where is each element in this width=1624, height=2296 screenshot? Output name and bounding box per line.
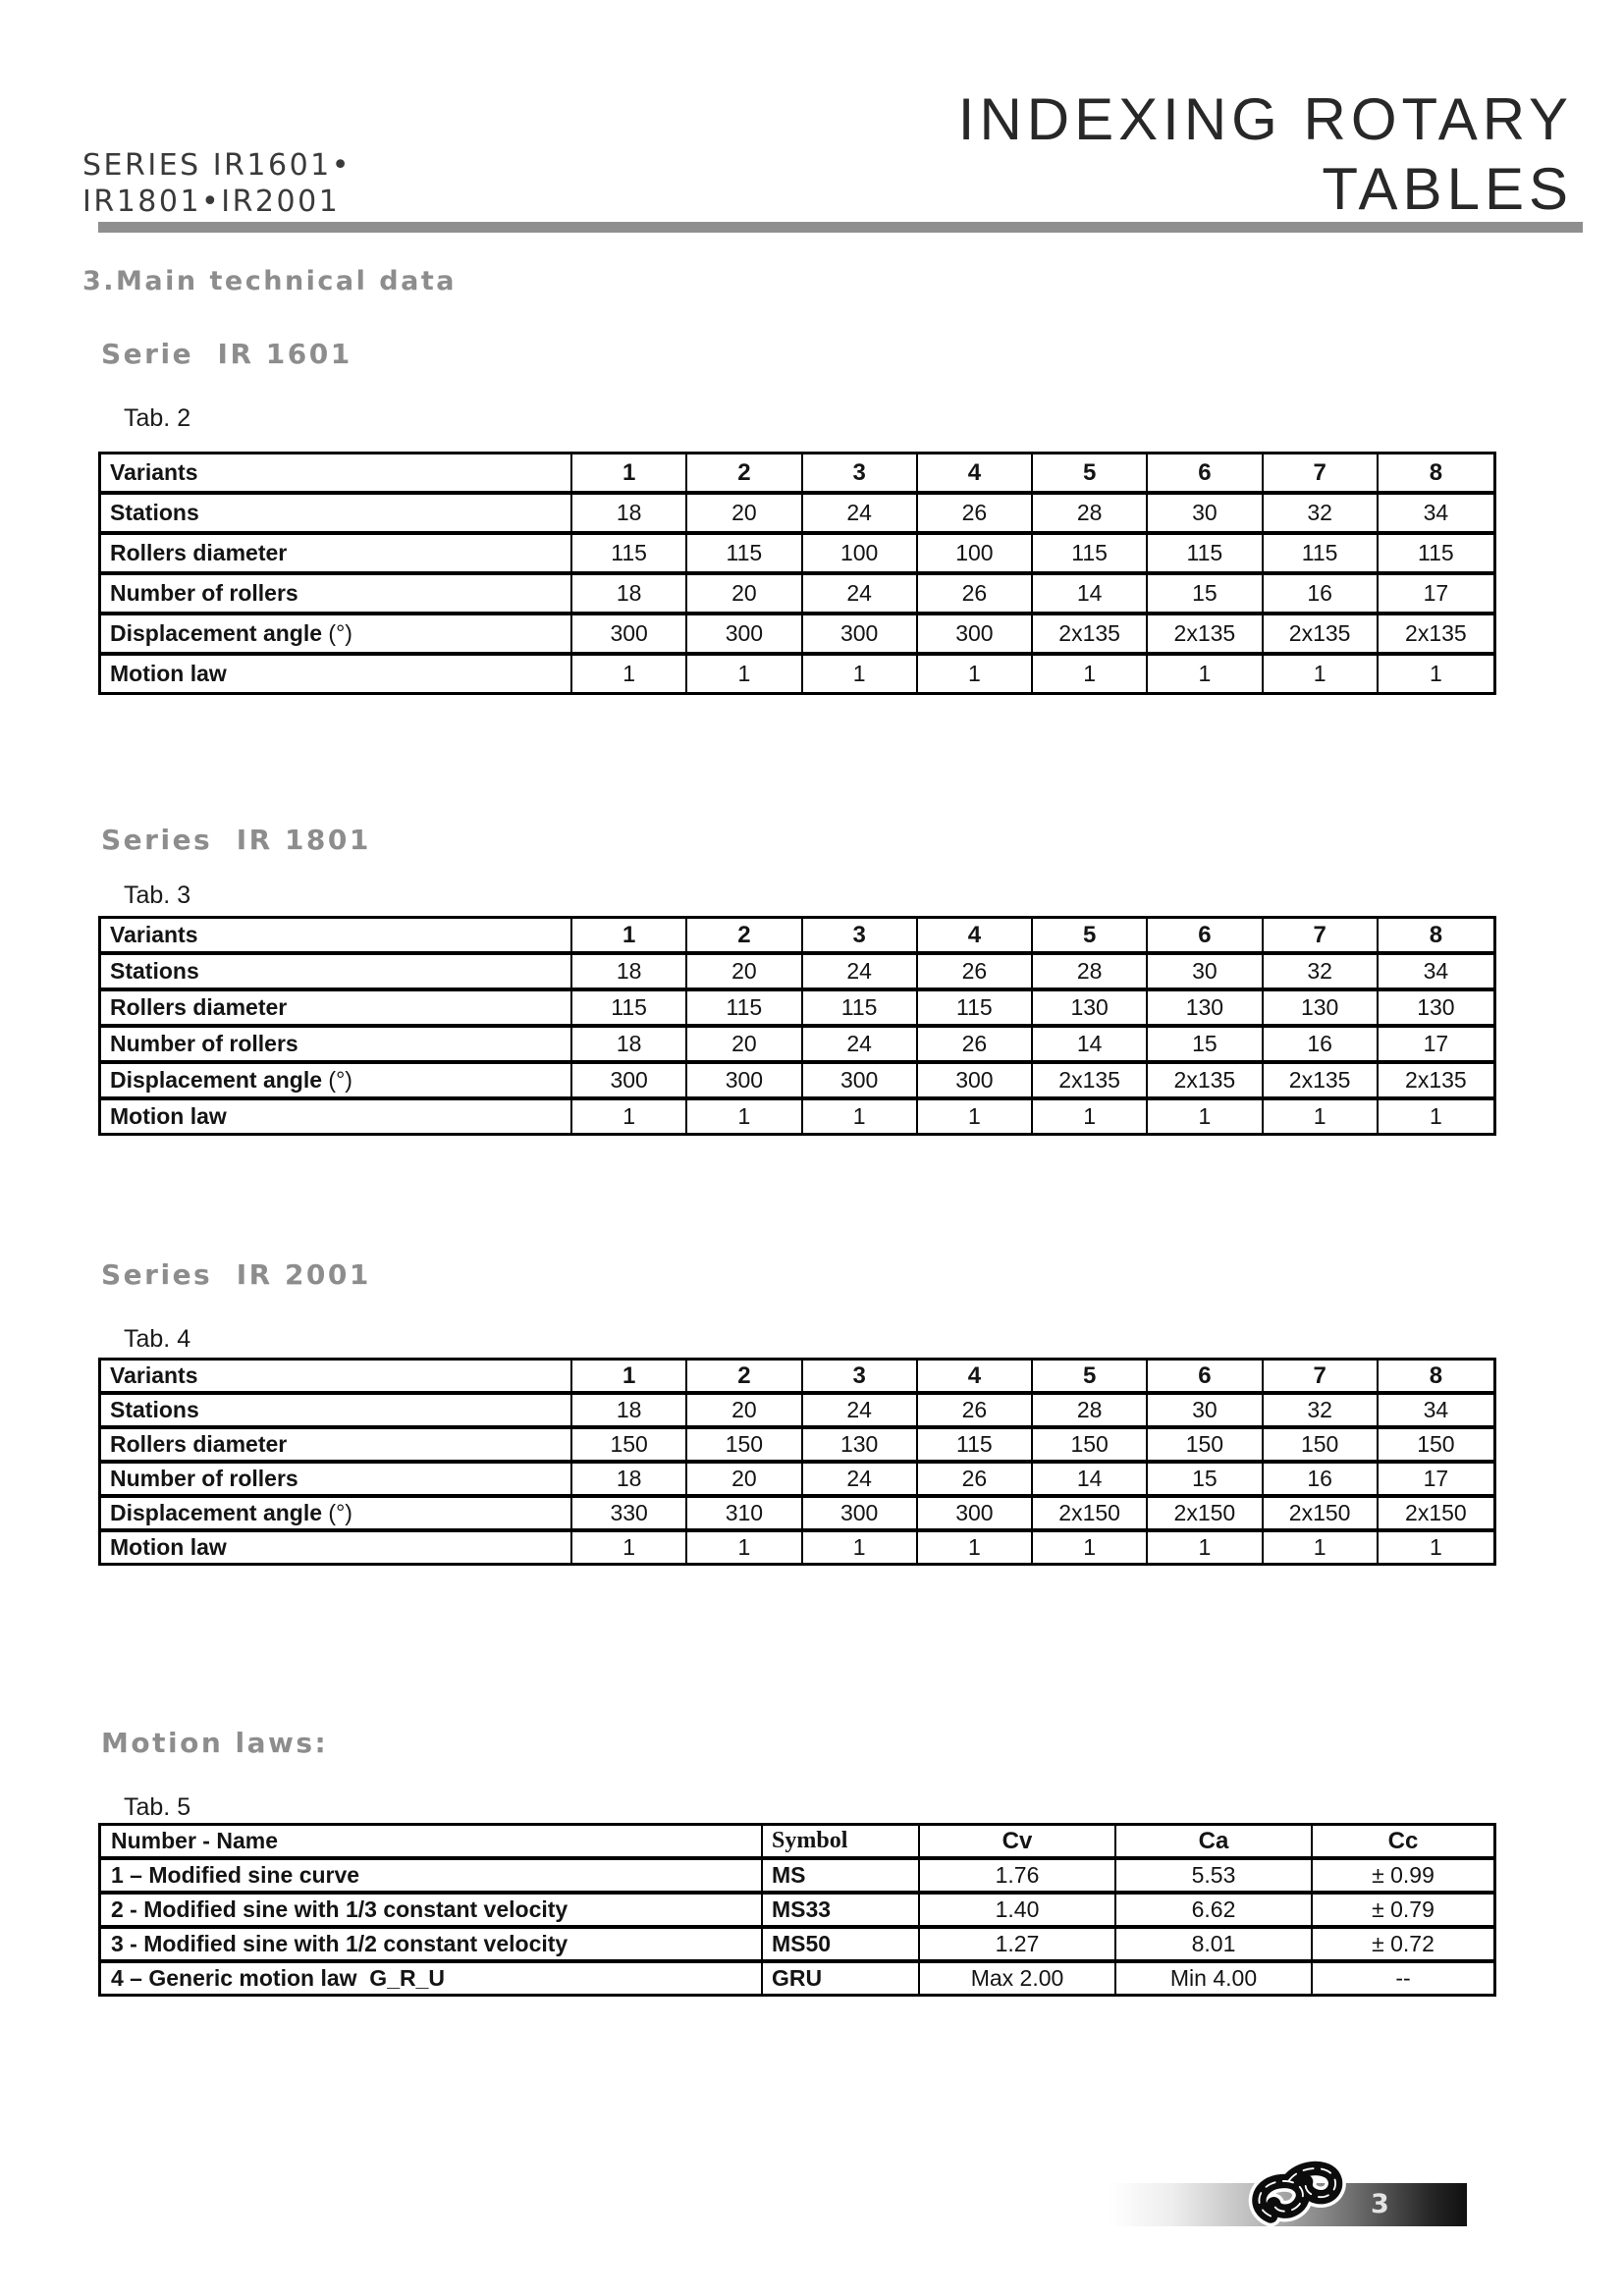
cell-value: 1 — [687, 1532, 802, 1563]
cell-value: 2x135 — [1264, 615, 1379, 652]
column-header: 1 — [572, 1361, 687, 1391]
cell-value: 1 — [918, 656, 1033, 692]
row-label: Rollers diameter — [101, 1429, 572, 1460]
cell-value: 1 — [572, 1100, 687, 1133]
cell-value: ± 0.99 — [1372, 1862, 1435, 1888]
page-number: 3 — [1371, 2189, 1390, 2219]
cell-value: 1 — [1148, 1100, 1263, 1133]
cell-value: 18 — [572, 575, 687, 612]
cell-value: 2x150 — [1405, 1500, 1467, 1525]
cell-value: 15 — [1148, 1028, 1263, 1060]
cell-value: 2 - Modified sine with 1/3 constant velocity — [101, 1895, 763, 1925]
row-label: Variants — [101, 454, 572, 491]
cell-value: 8.01 — [1116, 1929, 1313, 1959]
cell-value: 100 — [803, 535, 918, 571]
cell-value: 130 — [1264, 991, 1379, 1024]
table-row — [101, 1395, 1493, 1429]
row-label: Stations — [101, 495, 572, 531]
column-header: 2 — [687, 919, 802, 951]
series-line1: SERIES IR1601• — [82, 148, 352, 183]
cell-value: 115 — [918, 1429, 1033, 1460]
column-header: Ca — [1116, 1826, 1313, 1856]
page-title-line1: INDEXING ROTARY — [957, 86, 1573, 152]
column-header: 1 — [572, 454, 687, 491]
column-header: 5 — [1033, 1361, 1148, 1391]
tab2-label: Tab. 2 — [124, 404, 191, 432]
cell-value: 1 — [1264, 656, 1379, 692]
cell-value: 5.53 — [1116, 1860, 1313, 1891]
cell-value: 2x135 — [1033, 615, 1148, 652]
page-title — [958, 84, 1573, 224]
cell-value: 17 — [1423, 580, 1449, 606]
cell-value: 1 — [572, 1532, 687, 1563]
cell-value: 28 — [1033, 955, 1148, 988]
cell-value: 30 — [1148, 495, 1263, 531]
row-label: Displacement angle (°) — [101, 1498, 572, 1528]
row-label: Number of rollers — [101, 1028, 572, 1060]
cell-value: 330 — [572, 1498, 687, 1528]
table-row — [101, 1963, 1493, 1994]
cell-value: 18 — [572, 495, 687, 531]
cell-value: 24 — [803, 1395, 918, 1425]
cell-value: 32 — [1264, 495, 1379, 531]
table-row — [101, 454, 1493, 495]
cell-value: 150 — [1417, 1431, 1455, 1457]
table-row — [101, 575, 1493, 615]
cell-value: 150 — [1264, 1429, 1379, 1460]
cell-value: 130 — [803, 1429, 918, 1460]
cell-value: 26 — [918, 1028, 1033, 1060]
cell-value: 300 — [687, 1064, 802, 1096]
cell-value: -- — [1395, 1965, 1411, 1991]
cell-value: 1 – Modified sine curve — [101, 1860, 763, 1891]
cell-value: 15 — [1148, 1464, 1263, 1494]
cell-value: 26 — [918, 1395, 1033, 1425]
series-line2: IR1801•IR2001 — [82, 185, 341, 219]
cell-value: 2x150 — [1033, 1498, 1148, 1528]
column-header: Cv — [920, 1826, 1116, 1856]
column-header: 3 — [803, 919, 918, 951]
cell-value: 14 — [1033, 575, 1148, 612]
cell-value: 14 — [1033, 1464, 1148, 1494]
cell-value: 2x135 — [1148, 1064, 1263, 1096]
column-header: 7 — [1264, 454, 1379, 491]
row-label: Motion law — [101, 656, 572, 692]
cell-value: 1 — [1033, 1100, 1148, 1133]
cell-value: Max 2.00 — [920, 1963, 1116, 1994]
cell-value: 2x150 — [1264, 1498, 1379, 1528]
cell-value: 115 — [1418, 540, 1454, 565]
cell-value: 1 — [687, 1100, 802, 1133]
section-heading-ir1801: Series IR 1801 — [101, 824, 371, 856]
cell-value: 4 – Generic motion law G_R_U — [101, 1963, 763, 1994]
column-header: 1 — [572, 919, 687, 951]
section-heading-ir1601: Serie IR 1601 — [101, 338, 352, 370]
cell-value: 150 — [687, 1429, 802, 1460]
cell-value: 34 — [1423, 1397, 1449, 1422]
cell-value: 26 — [918, 575, 1033, 612]
cell-value: MS33 — [763, 1895, 920, 1925]
cell-value: 2x135 — [1264, 1064, 1379, 1096]
cell-value: 17 — [1423, 1031, 1449, 1056]
row-label: Variants — [101, 1361, 572, 1391]
cell-value: 300 — [687, 615, 802, 652]
cell-value: 2x135 — [1148, 615, 1263, 652]
table-row — [101, 1361, 1493, 1395]
motion-laws-heading: Motion laws: — [101, 1727, 329, 1759]
cell-value: 1 — [1033, 1532, 1148, 1563]
column-header: 3 — [803, 1361, 918, 1391]
cell-value: 150 — [1148, 1429, 1263, 1460]
column-header: 8 — [1429, 922, 1443, 948]
cell-value: ± 0.79 — [1372, 1896, 1435, 1922]
column-header: 5 — [1033, 919, 1148, 951]
cell-value: 6.62 — [1116, 1895, 1313, 1925]
cell-value: 28 — [1033, 1395, 1148, 1425]
cell-value: 26 — [918, 1464, 1033, 1494]
cell-value: 115 — [572, 535, 687, 571]
table-row — [101, 1429, 1493, 1464]
table-row — [101, 1860, 1493, 1895]
cell-value: 20 — [687, 1464, 802, 1494]
cell-value: 1 — [1148, 656, 1263, 692]
ir1601-table — [98, 452, 1496, 695]
row-label: Rollers diameter — [101, 535, 572, 571]
cell-value: 20 — [687, 1395, 802, 1425]
cell-value: 1 — [1264, 1532, 1379, 1563]
cell-value: 18 — [572, 955, 687, 988]
column-header: 6 — [1148, 919, 1263, 951]
table-row — [101, 656, 1493, 692]
cell-value: 2x135 — [1405, 1067, 1467, 1093]
cell-value: 115 — [1148, 535, 1263, 571]
cell-value: 24 — [803, 955, 918, 988]
cell-value: 34 — [1423, 500, 1449, 525]
cell-value: 34 — [1423, 958, 1449, 984]
column-header: 2 — [687, 454, 802, 491]
cell-value: Min 4.00 — [1116, 1963, 1313, 1994]
cell-value: 1.27 — [920, 1929, 1116, 1959]
cell-value: 16 — [1264, 1028, 1379, 1060]
row-label: Stations — [101, 1395, 572, 1425]
cell-value: 20 — [687, 1028, 802, 1060]
table-row — [101, 1100, 1493, 1133]
cell-value: 24 — [803, 1028, 918, 1060]
cell-value: 1 — [1148, 1532, 1263, 1563]
cell-value: 1 — [918, 1100, 1033, 1133]
column-header: 7 — [1264, 1361, 1379, 1391]
cell-value: MS50 — [763, 1929, 920, 1959]
cell-value: 2x135 — [1033, 1064, 1148, 1096]
column-header: 8 — [1429, 459, 1443, 486]
column-header: Cc — [1387, 1828, 1419, 1854]
ir2001-table — [98, 1358, 1496, 1566]
table-row — [101, 1498, 1493, 1532]
table-row — [101, 495, 1493, 535]
cell-value: 18 — [572, 1028, 687, 1060]
header-rule — [98, 222, 1583, 233]
cell-value: 300 — [918, 1064, 1033, 1096]
table-header-row — [101, 1826, 1493, 1860]
cell-value: 1 — [803, 1532, 918, 1563]
row-label: Number of rollers — [101, 575, 572, 612]
table-row — [101, 955, 1493, 991]
cell-value: 300 — [803, 1498, 918, 1528]
cell-value: 1.40 — [920, 1895, 1116, 1925]
row-label: Motion law — [101, 1100, 572, 1133]
table-row — [101, 1929, 1493, 1963]
cell-value: 2x135 — [1405, 620, 1467, 646]
cell-value: 1 — [1429, 1103, 1442, 1129]
cell-value: 20 — [687, 575, 802, 612]
table-row — [101, 1464, 1493, 1498]
column-header: 8 — [1429, 1362, 1443, 1389]
cell-value: 14 — [1033, 1028, 1148, 1060]
row-label: Motion law — [101, 1532, 572, 1563]
cell-value: 1 — [803, 1100, 918, 1133]
cell-value: 115 — [803, 991, 918, 1024]
column-header: 6 — [1148, 454, 1263, 491]
cell-value: 130 — [1033, 991, 1148, 1024]
cell-value: 300 — [803, 615, 918, 652]
cell-value: 1 — [572, 656, 687, 692]
table-row — [101, 615, 1493, 656]
cell-value: 16 — [1264, 575, 1379, 612]
cell-value: 100 — [918, 535, 1033, 571]
row-label: Number of rollers — [101, 1464, 572, 1494]
column-header: 7 — [1264, 919, 1379, 951]
cell-value: 300 — [918, 615, 1033, 652]
cell-value: 30 — [1148, 1395, 1263, 1425]
column-header: 5 — [1033, 454, 1148, 491]
column-header: 4 — [918, 1361, 1033, 1391]
cell-value: 300 — [572, 1064, 687, 1096]
cell-value: 115 — [1033, 535, 1148, 571]
table-row — [101, 1895, 1493, 1929]
cell-value: 115 — [572, 991, 687, 1024]
motion-laws-table — [98, 1823, 1496, 1997]
cell-value: 15 — [1148, 575, 1263, 612]
cell-value: 20 — [687, 495, 802, 531]
column-header: 3 — [803, 454, 918, 491]
cell-value: 1 — [1264, 1100, 1379, 1133]
cell-value: 300 — [918, 1498, 1033, 1528]
row-label: Displacement angle (°) — [101, 1064, 572, 1096]
cell-value: 130 — [1417, 994, 1455, 1020]
cell-value: 150 — [1033, 1429, 1148, 1460]
cell-value: 24 — [803, 575, 918, 612]
column-header: 4 — [918, 919, 1033, 951]
table-row — [101, 991, 1493, 1028]
row-label: Rollers diameter — [101, 991, 572, 1024]
column-header: Symbol — [763, 1826, 920, 1856]
cell-value: 1 — [1429, 661, 1442, 686]
cell-value: 1 — [918, 1532, 1033, 1563]
cell-value: 18 — [572, 1395, 687, 1425]
row-label: Variants — [101, 919, 572, 951]
cell-value: 310 — [687, 1498, 802, 1528]
cell-value: 115 — [1264, 535, 1379, 571]
tab5-label: Tab. 5 — [124, 1793, 191, 1821]
cell-value: 20 — [687, 955, 802, 988]
table-row — [101, 535, 1493, 575]
cell-value: 32 — [1264, 1395, 1379, 1425]
ir1801-table — [98, 916, 1496, 1136]
cell-value: MS — [763, 1860, 920, 1891]
cell-value: 26 — [918, 955, 1033, 988]
series-identifier — [82, 147, 352, 220]
cell-value: 3 - Modified sine with 1/2 constant velocity — [101, 1929, 763, 1959]
cell-value: 115 — [687, 535, 802, 571]
cell-value: 300 — [803, 1064, 918, 1096]
cell-value: 115 — [918, 991, 1033, 1024]
table-row — [101, 1028, 1493, 1064]
cell-value: 150 — [572, 1429, 687, 1460]
main-heading: 3.Main technical data — [82, 266, 457, 296]
cell-value: 300 — [572, 615, 687, 652]
row-label: Stations — [101, 955, 572, 988]
cell-value: 1 — [687, 656, 802, 692]
cell-value: 17 — [1423, 1466, 1449, 1491]
cell-value: 24 — [803, 1464, 918, 1494]
section-heading-ir2001: Series IR 2001 — [101, 1258, 371, 1291]
table-row — [101, 1064, 1493, 1100]
column-header: 2 — [687, 1361, 802, 1391]
table-row — [101, 1532, 1493, 1563]
column-header: 4 — [918, 454, 1033, 491]
cell-value: 1.76 — [920, 1860, 1116, 1891]
cell-value: 2x150 — [1148, 1498, 1263, 1528]
cell-value: 130 — [1148, 991, 1263, 1024]
cell-value: 16 — [1264, 1464, 1379, 1494]
cell-value: 18 — [572, 1464, 687, 1494]
cell-value: 30 — [1148, 955, 1263, 988]
cell-value: 26 — [918, 495, 1033, 531]
page-title-line2: TABLES — [1322, 156, 1573, 222]
cell-value: 1 — [1429, 1534, 1442, 1560]
row-label: Displacement angle (°) — [101, 615, 572, 652]
knot-ribbon-logo-icon — [1245, 2160, 1359, 2232]
cell-value: ± 0.72 — [1372, 1931, 1435, 1956]
cell-value: 1 — [803, 656, 918, 692]
tab4-label: Tab. 4 — [124, 1325, 191, 1353]
cell-value: 28 — [1033, 495, 1148, 531]
cell-value: 1 — [1033, 656, 1148, 692]
cell-value: 115 — [687, 991, 802, 1024]
column-header: 6 — [1148, 1361, 1263, 1391]
column-header: Number - Name — [101, 1826, 763, 1856]
cell-value: 32 — [1264, 955, 1379, 988]
cell-value: GRU — [763, 1963, 920, 1994]
cell-value: 24 — [803, 495, 918, 531]
tab3-label: Tab. 3 — [124, 881, 191, 909]
table-row — [101, 919, 1493, 955]
